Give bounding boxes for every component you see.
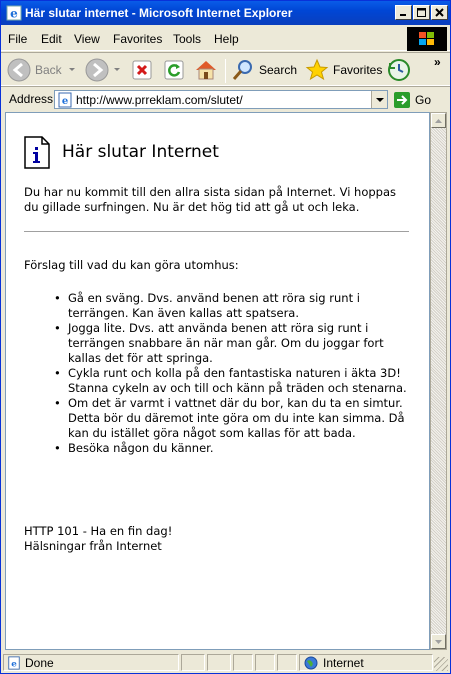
page-header <box>24 135 414 169</box>
status-pane <box>233 654 253 671</box>
web-page <box>24 135 414 554</box>
history-button[interactable] <box>387 56 411 84</box>
maximize-button[interactable] <box>413 5 430 20</box>
globe-icon <box>304 656 318 670</box>
address-dropdown-button[interactable] <box>371 91 387 108</box>
menu-edit[interactable]: Edit <box>41 32 62 46</box>
list-item: • Jogga lite. Dvs. att använda benen att röra sig runt i terrängen snabbare än när man går. Om du joggar fort kallas det för att springa. <box>68 321 414 366</box>
forward-button[interactable] <box>85 56 121 84</box>
close-icon <box>435 8 444 17</box>
status-pane <box>181 654 205 671</box>
menu-favorites[interactable]: Favorites <box>113 32 163 46</box>
svg-text:e: e <box>61 96 69 107</box>
search-button[interactable] <box>231 56 297 84</box>
back-label: Back <box>35 63 62 77</box>
page-icon <box>57 92 73 108</box>
search-label: Search <box>259 63 298 77</box>
status-pane <box>277 654 297 671</box>
status-zone-text: Internet <box>323 656 364 670</box>
menu-file[interactable]: File <box>8 32 28 46</box>
status-text: Done <box>25 656 54 670</box>
closing-line-1: HTTP 101 - Ha en fin dag! <box>24 524 173 538</box>
go-label: Go <box>415 92 432 107</box>
list-item: • Besöka någon du känner. <box>68 441 414 456</box>
chevron-down-icon <box>68 67 76 73</box>
menu-bar <box>1 25 450 51</box>
status-pane <box>255 654 275 671</box>
favorites-star-icon <box>305 58 329 82</box>
stop-icon <box>131 59 153 81</box>
vertical-scrollbar[interactable] <box>430 112 447 650</box>
chevron-down-icon <box>435 640 442 644</box>
chevron-down-icon <box>376 97 384 103</box>
windows-logo-icon <box>407 27 447 51</box>
resize-grip[interactable] <box>434 657 448 671</box>
chevron-up-icon <box>435 119 442 123</box>
list-item: • Gå en sväng. Dvs. använd benen att röra sig runt i terrängen. Kan även kallas att spatsera. <box>68 291 414 321</box>
svg-text:e: e <box>11 659 17 670</box>
intro-paragraph: Du har nu kommit till den allra sista sidan på Internet. Vi hoppas du gillade surfningen. Nu är det hög tid att gå ut och leka. <box>24 185 397 214</box>
suggestions-list <box>68 291 414 456</box>
status-pane <box>207 654 231 671</box>
list-item: • Om det är varmt i vattnet där du bor, kan du ta en simtur. Detta bör du däremot inte göra om du inte kan simma. Då kan du istället göra något som kallas för att bada. <box>68 396 414 441</box>
history-icon <box>387 58 411 82</box>
maximize-icon <box>417 8 426 17</box>
toolbar-separator <box>225 59 226 83</box>
menu-view[interactable]: View <box>74 32 100 46</box>
chevron-down-icon <box>113 67 121 73</box>
close-button[interactable] <box>431 5 448 20</box>
scroll-down-button[interactable] <box>431 634 446 649</box>
minimize-button[interactable] <box>395 5 412 20</box>
forward-arrow-icon <box>85 58 109 82</box>
svg-text:e: e <box>10 6 18 21</box>
closing-line-2: Hälsningar från Internet <box>24 539 162 553</box>
address-url: http://www.prreklam.com/slutet/ <box>76 93 243 107</box>
closing-text <box>24 524 414 554</box>
page-title: Här slutar Internet <box>62 141 219 162</box>
refresh-icon <box>163 59 185 81</box>
page-content[interactable] <box>5 112 430 650</box>
divider <box>24 231 409 232</box>
back-button[interactable] <box>7 56 76 84</box>
refresh-button[interactable] <box>163 56 185 84</box>
suggestions-title: Förslag till vad du kan göra utomhus: <box>24 258 239 272</box>
page-done-icon <box>7 656 21 670</box>
info-icon <box>24 136 50 169</box>
status-zone <box>299 654 433 671</box>
favorites-label: Favorites <box>333 63 383 77</box>
title-bar[interactable] <box>1 1 450 25</box>
standard-toolbar <box>1 52 450 86</box>
go-arrow-icon <box>393 91 411 109</box>
menu-tools[interactable]: Tools <box>173 32 202 46</box>
search-icon <box>231 58 255 82</box>
go-button[interactable] <box>393 90 431 109</box>
windows-flag-icon <box>418 31 436 47</box>
favorites-button[interactable] <box>305 56 382 84</box>
window-title: Här slutar internet - Microsoft Internet Explorer <box>25 6 293 20</box>
list-item: • Cykla runt och kolla på den fantastiska naturen i äkta 3D! Stanna cykeln av och till och känn på träden och stenarna. <box>68 366 414 396</box>
address-label: Address <box>9 92 54 106</box>
address-input[interactable] <box>54 90 388 109</box>
toolbar-overflow-chevron-icon[interactable]: » <box>434 55 441 69</box>
status-bar <box>1 652 450 673</box>
internet-explorer-icon <box>6 5 22 21</box>
scroll-up-button[interactable] <box>431 113 446 128</box>
status-main <box>3 654 179 671</box>
stop-button[interactable] <box>131 56 153 84</box>
back-arrow-icon <box>7 58 31 82</box>
menu-help[interactable]: Help <box>214 32 239 46</box>
home-icon <box>194 58 218 82</box>
address-bar <box>1 86 450 110</box>
home-button[interactable] <box>194 56 218 84</box>
minimize-icon <box>399 8 408 17</box>
